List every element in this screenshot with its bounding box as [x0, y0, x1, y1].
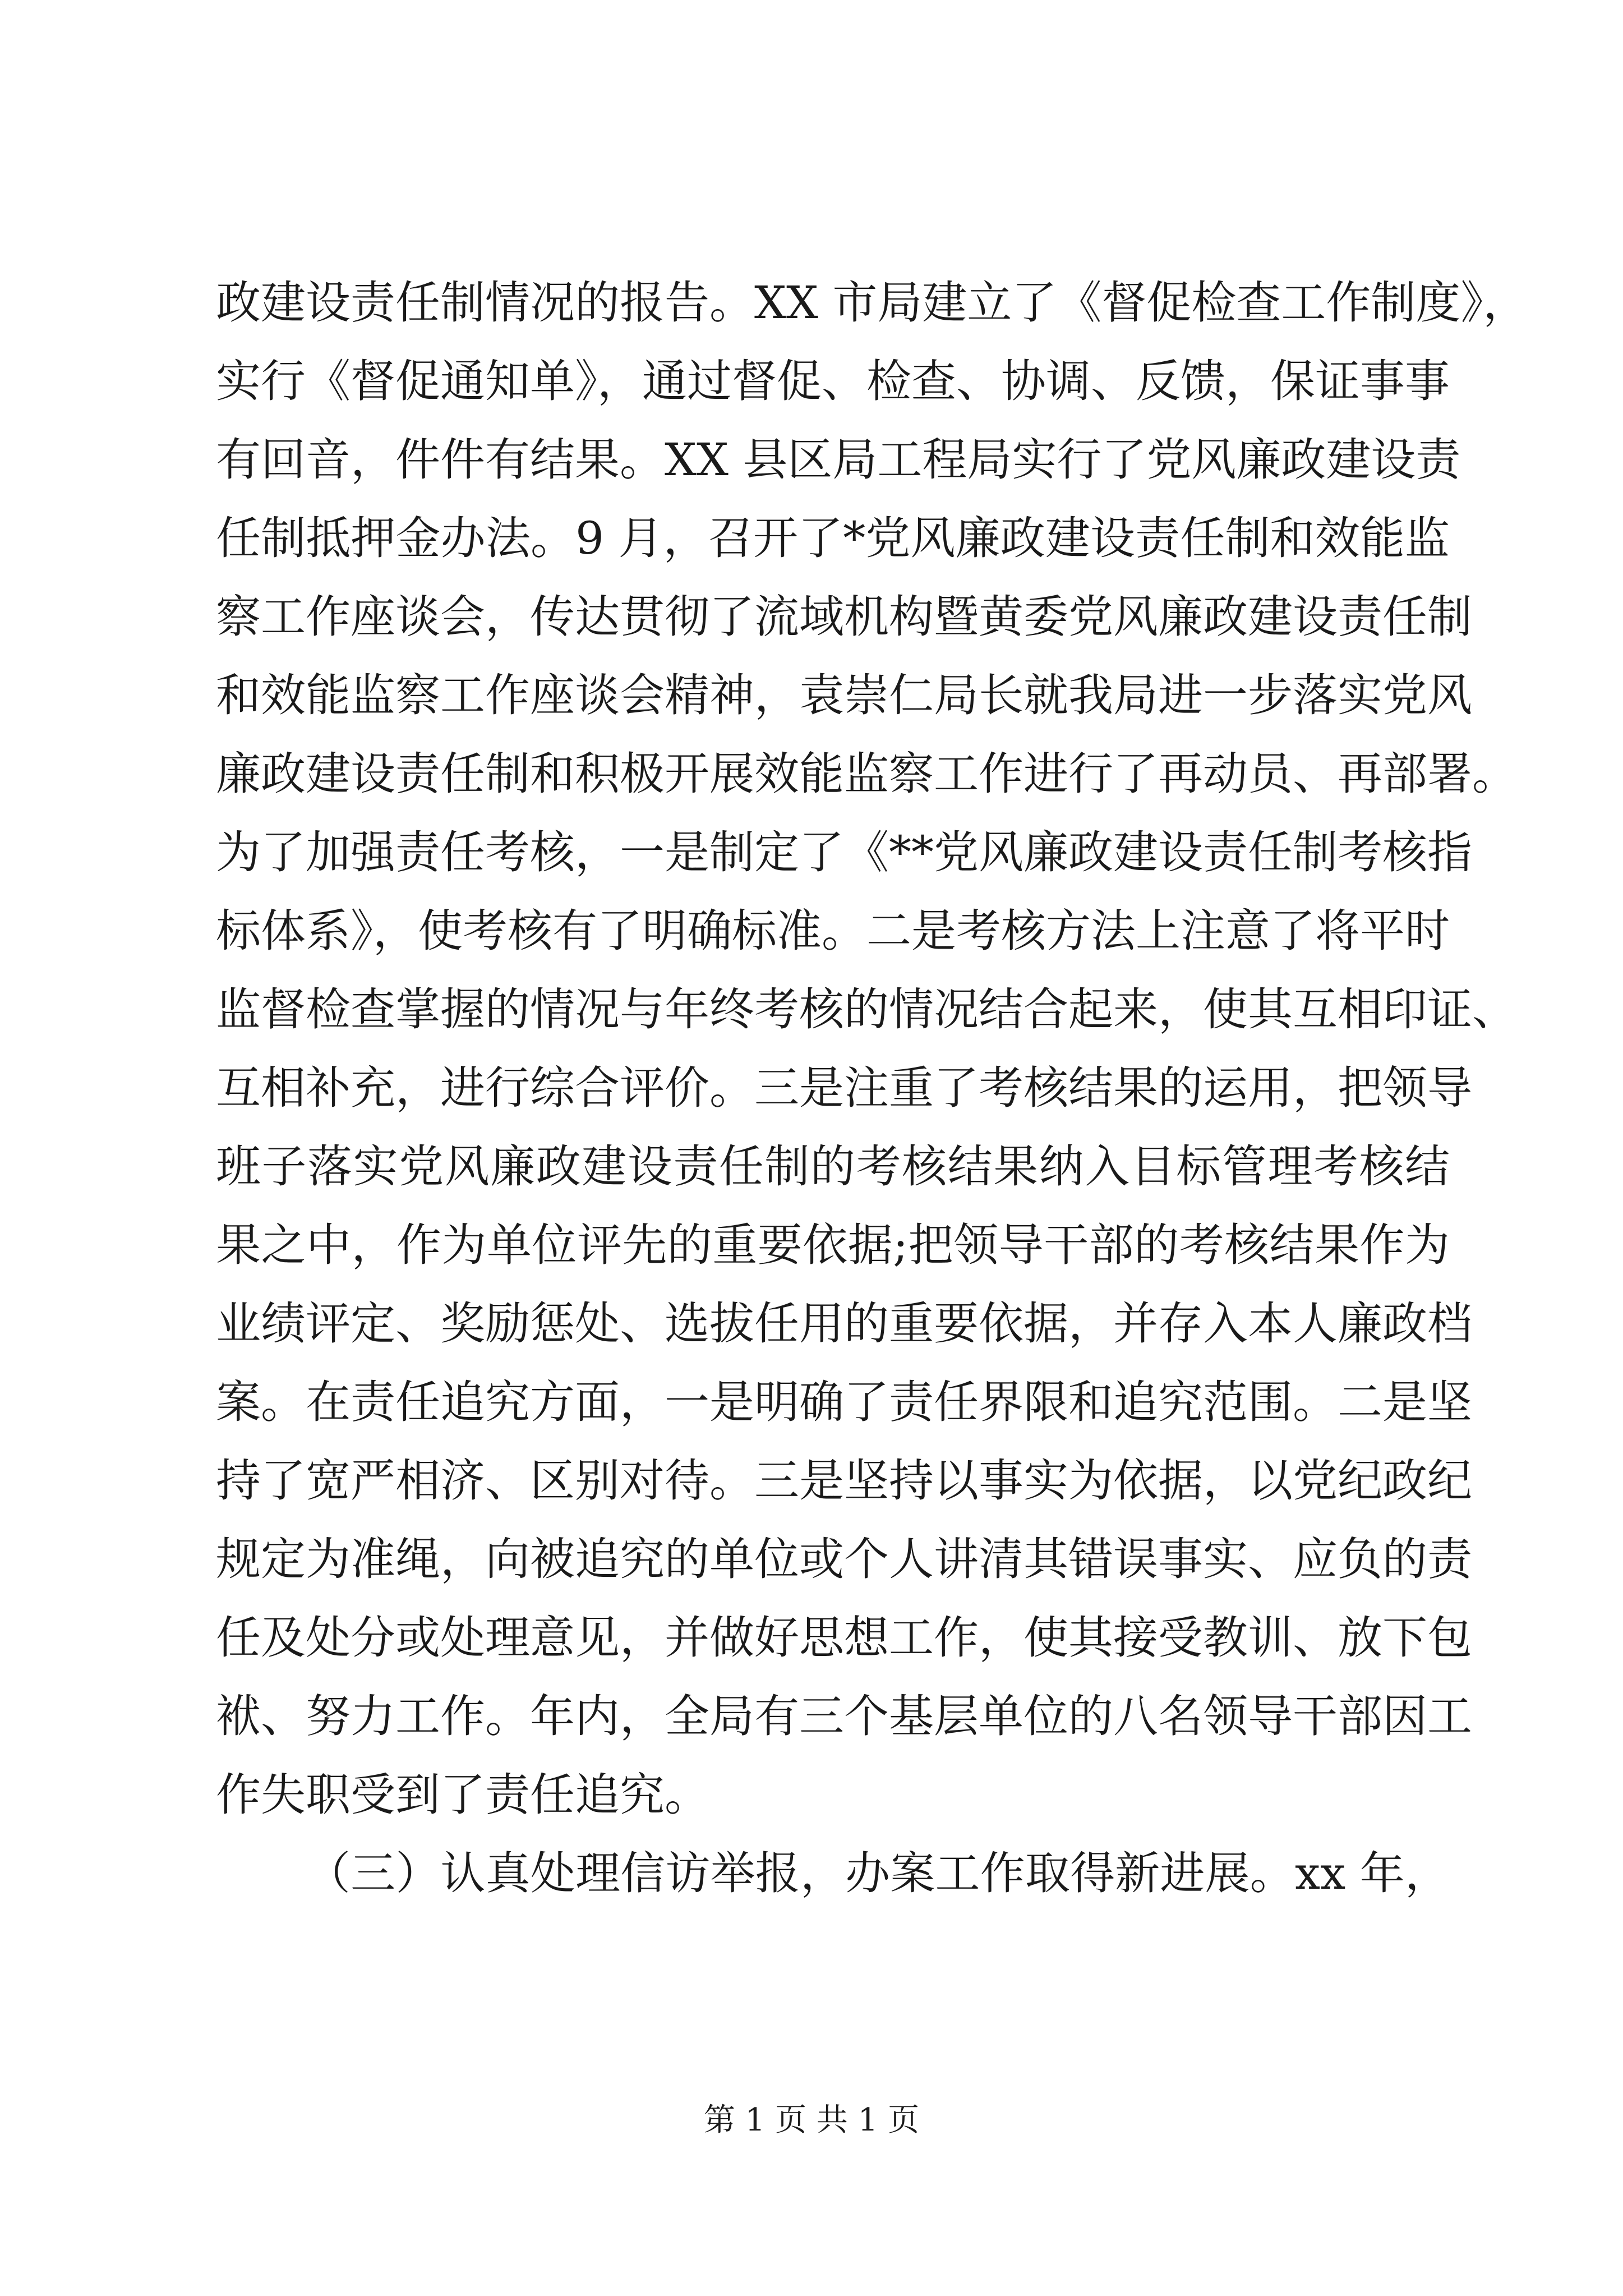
- text-line: 和效能监察工作座谈会精神，袁崇仁局长就我局进一步落实党风: [216, 669, 1472, 721]
- text-line: 任及处分或处理意见，并做好思想工作，使其接受教训、放下包: [216, 1612, 1472, 1664]
- text-line: 案。在责任追究方面，一是明确了责任界限和追究范围。二是坚: [216, 1376, 1472, 1428]
- text-line: 班子落实党风廉政建设责任制的考核结果纳入目标管理考核结: [216, 1140, 1450, 1193]
- text-line: 袱、努力工作。年内，全局有三个基层单位的八名领导干部因工: [216, 1690, 1472, 1742]
- text-line: 标体系》，使考核有了明确标准。二是考核方法上注意了将平时: [216, 905, 1450, 957]
- page-footer: 第 1 页 共 1 页: [703, 2102, 920, 2138]
- text-line: 监督检查掌握的情况与年终考核的情况结合起来，使其互相印证、: [216, 983, 1517, 1036]
- text-line: 任制抵押金办法。9 月，召开了*党风廉政建设责任制和效能监: [216, 512, 1450, 564]
- text-line: 政建设责任制情况的报告。XX 市局建立了《督促检查工作制度》，: [216, 277, 1528, 329]
- text-line: 察工作座谈会，传达贯彻了流域机构暨黄委党风廉政建设责任制: [216, 591, 1472, 643]
- text-line: 持了宽严相济、区别对待。三是坚持以事实为依据，以党纪政纪: [216, 1455, 1472, 1507]
- text-line: 实行《督促通知单》，通过督促、检查、协调、反馈，保证事事: [216, 355, 1450, 407]
- text-line: 为了加强责任考核，一是制定了《**党风廉政建设责任制考核指: [216, 826, 1472, 878]
- text-line: 果之中，作为单位评先的重要依据;把领导干部的考核结果作为: [216, 1219, 1450, 1271]
- text-line: 业绩评定、奖励惩处、选拔任用的重要依据，并存入本人廉政档: [216, 1297, 1472, 1350]
- text-line: 规定为准绳，向被追究的单位或个人讲清其错误事实、应负的责: [216, 1533, 1472, 1585]
- text-line: 有回音，件件有结果。XX 县区局工程局实行了党风廉政建设责: [216, 434, 1461, 486]
- text-line: 作失职受到了责任追究。: [216, 1769, 709, 1821]
- text-line: 互相补充，进行综合评价。三是注重了考核结果的运用，把领导: [216, 1062, 1472, 1114]
- document-body: [216, 264, 1528, 1913]
- section-heading-line: （三）认真处理信访举报，办案工作取得新进展。xx 年，: [306, 1847, 1450, 1899]
- text-line: 廉政建设责任制和积极开展效能监察工作进行了再动员、再部署。: [216, 748, 1517, 800]
